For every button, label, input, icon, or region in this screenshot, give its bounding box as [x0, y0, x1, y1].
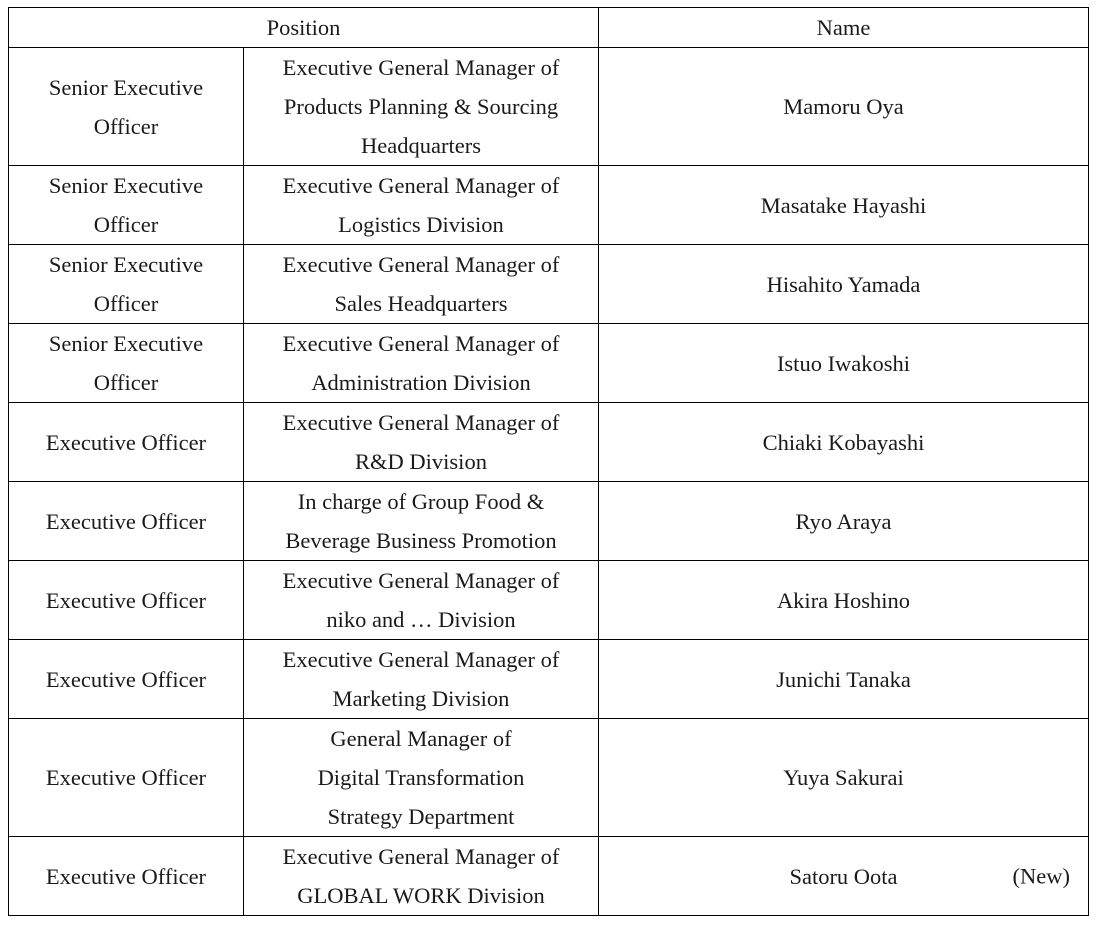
officer-rank: [9, 245, 244, 324]
officer-rank: [9, 640, 244, 719]
officer-name-cell: [599, 245, 1089, 324]
officer-role-line: Strategy Department: [327, 804, 515, 829]
officer-role-line: Executive General Manager of: [282, 173, 560, 198]
table-row: [9, 403, 1089, 482]
officer-rank: [9, 482, 244, 561]
officer-role-line: Executive General Manager of: [282, 55, 560, 80]
officer-rank-line: Senior Executive: [48, 173, 204, 198]
officer-role-line: Marketing Division: [332, 686, 510, 711]
table-row: [9, 166, 1089, 245]
officer-role-line: Sales Headquarters: [334, 291, 508, 316]
officer-role-line: Administration Division: [311, 370, 531, 395]
officer-rank-line: Executive Officer: [45, 429, 207, 455]
officer-rows: [9, 48, 1089, 916]
officer-name-cell: [599, 166, 1089, 245]
officer-role: [244, 166, 599, 245]
officer-name-cell: [599, 719, 1089, 837]
table-row: [9, 482, 1089, 561]
officer-role-line: Executive General Manager of: [282, 410, 560, 435]
officer-name: Chiaki Kobayashi: [762, 429, 925, 455]
officer-rank: [9, 837, 244, 916]
officer-role: [244, 324, 599, 403]
officer-rank-line: Executive Officer: [45, 765, 207, 790]
officer-role-line: In charge of Group Food &: [297, 489, 545, 514]
officer-role-line: Executive General Manager of: [282, 252, 560, 277]
officer-role: [244, 837, 599, 916]
officer-rank-line: Officer: [93, 370, 159, 395]
officer-role-line: Products Planning & Sourcing: [283, 94, 559, 119]
new-badge: (New): [1012, 863, 1070, 889]
officer-name-cell: [599, 640, 1089, 719]
officer-role: [244, 561, 599, 640]
officer-name: Yuya Sakurai: [783, 765, 904, 790]
officer-role-line: Beverage Business Promotion: [285, 528, 557, 553]
table-row: [9, 324, 1089, 403]
officer-name-cell: [599, 837, 1089, 916]
officer-rank-line: Officer: [93, 291, 159, 316]
officer-name: Ryo Araya: [795, 508, 892, 534]
header-row: [9, 8, 1089, 48]
officer-rank: [9, 324, 244, 403]
officer-role-line: Executive General Manager of: [282, 844, 560, 869]
officer-rank-line: Senior Executive: [48, 74, 204, 100]
officer-rank-line: Executive Officer: [45, 666, 207, 692]
officer-role-line: niko and … Division: [326, 607, 516, 632]
officer-role-line: Digital Transformation: [317, 765, 525, 790]
officer-role-line: GLOBAL WORK Division: [297, 883, 545, 908]
name-header: Name: [599, 8, 1089, 48]
officer-rank: [9, 48, 244, 166]
officer-name-cell: [599, 48, 1089, 166]
officer-role-line: Headquarters: [361, 133, 481, 158]
officer-role: [244, 48, 599, 166]
officer-name-cell: [599, 324, 1089, 403]
officer-rank-line: Executive Officer: [45, 863, 207, 889]
officer-name: Hisahito Yamada: [766, 271, 921, 297]
officer-name: Satoru Oota: [789, 863, 898, 889]
table-row: [9, 837, 1089, 916]
officer-name-cell: [599, 403, 1089, 482]
officer-role-line: R&D Division: [355, 449, 487, 474]
officer-rank: [9, 561, 244, 640]
officer-role: [244, 245, 599, 324]
officer-name-cell: [599, 561, 1089, 640]
officer-rank-line: Officer: [93, 212, 159, 237]
officer-role: [244, 640, 599, 719]
officer-role: [244, 482, 599, 561]
table-row: [9, 640, 1089, 719]
officer-name: Masatake Hayashi: [760, 192, 927, 218]
table-row: [9, 48, 1089, 166]
table-row: [9, 245, 1089, 324]
officer-name: Junichi Tanaka: [776, 666, 911, 692]
officer-rank-line: Executive Officer: [45, 587, 207, 613]
officer-name-cell: [599, 482, 1089, 561]
officer-name: Istuo Iwakoshi: [776, 350, 911, 376]
officer-rank-line: Executive Officer: [45, 508, 207, 534]
officer-name: Akira Hoshino: [776, 587, 911, 613]
officer-role-line: Logistics Division: [338, 212, 504, 237]
table-row: [9, 719, 1089, 837]
position-header: Position: [9, 8, 599, 48]
officer-role-line: General Manager of: [330, 726, 512, 751]
table-row: [9, 561, 1089, 640]
officers-table: [8, 7, 1089, 916]
officer-role-line: Executive General Manager of: [282, 331, 560, 356]
officer-rank-line: Senior Executive: [48, 252, 204, 277]
officer-role-line: Executive General Manager of: [282, 647, 560, 672]
officer-role: [244, 719, 599, 837]
officer-role-line: Executive General Manager of: [282, 568, 560, 593]
officer-rank: [9, 166, 244, 245]
officer-rank: [9, 719, 244, 837]
officer-role: [244, 403, 599, 482]
officer-name: Mamoru Oya: [783, 94, 904, 119]
officer-rank: [9, 403, 244, 482]
officer-rank-line: Officer: [93, 113, 159, 139]
officer-rank-line: Senior Executive: [48, 331, 204, 356]
